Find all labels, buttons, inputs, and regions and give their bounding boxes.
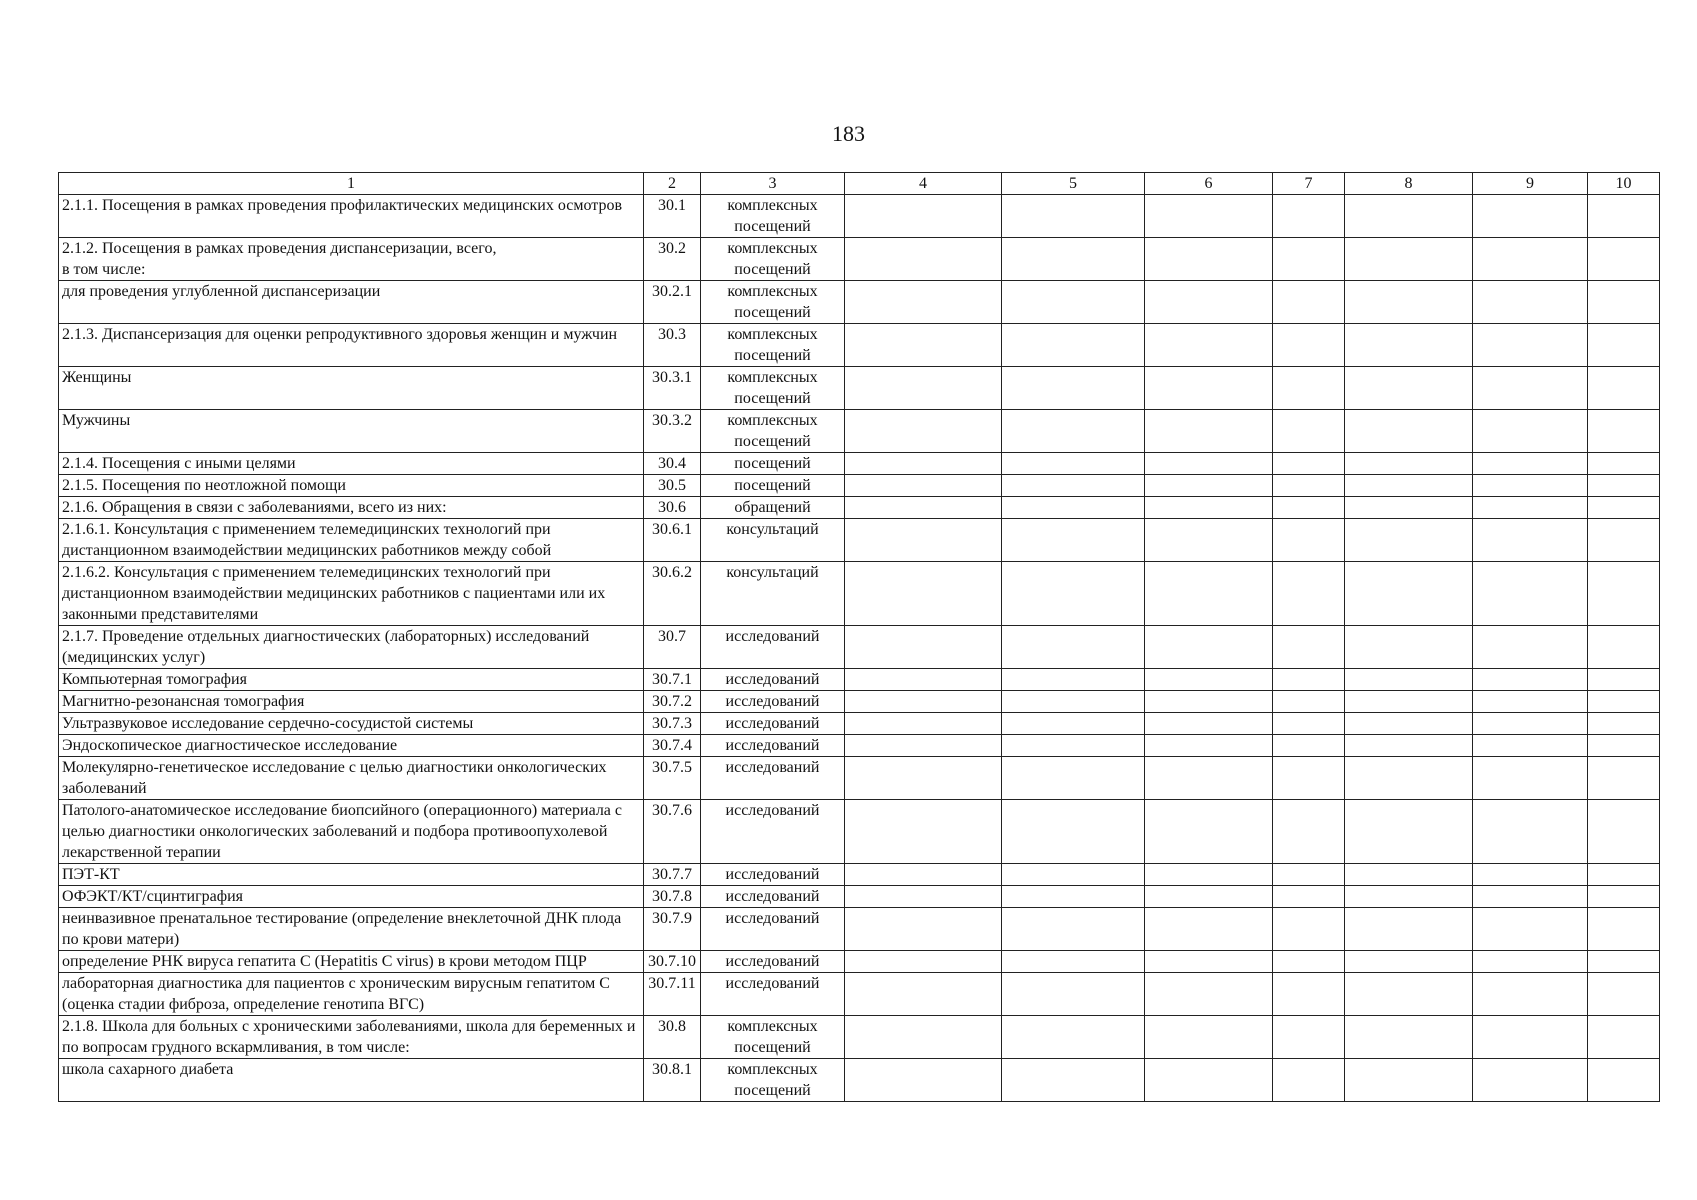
empty-cell [1145,669,1273,691]
empty-cell [1145,691,1273,713]
row-unit-cell: исследований [701,691,845,713]
table-row [59,757,1660,800]
empty-cell [1145,453,1273,475]
row-name-cell: ОФЭКТ/КТ/сцинтиграфия [59,886,644,908]
empty-cell [1588,669,1660,691]
row-code-cell: 30.2 [644,238,701,281]
row-unit-cell: консультаций [701,562,845,626]
empty-cell [1473,281,1588,324]
row-unit-cell: исследований [701,908,845,951]
empty-cell [1273,713,1345,735]
empty-cell [1473,735,1588,757]
row-name-cell: для проведения углубленной диспансеризации [59,281,644,324]
empty-cell [1273,324,1345,367]
empty-cell [845,713,1002,735]
row-name-cell: 2.1.6.1. Консультация с применением телемедицинских технологий при дистанционном взаимодействии медицинских работников между собой [59,519,644,562]
empty-cell [845,908,1002,951]
empty-cell [1473,497,1588,519]
row-name-cell: определение РНК вируса гепатита С (Hepatitis C virus) в крови методом ПЦР [59,951,644,973]
empty-cell [1273,691,1345,713]
empty-cell [1273,195,1345,238]
row-code-cell: 30.7.9 [644,908,701,951]
header-cell: 8 [1345,173,1473,195]
table-row [59,281,1660,324]
empty-cell [1345,1016,1473,1059]
empty-cell [1002,367,1145,410]
empty-cell [1273,864,1345,886]
empty-cell [1273,475,1345,497]
empty-cell [1145,951,1273,973]
empty-cell [1588,410,1660,453]
empty-cell [845,973,1002,1016]
empty-cell [845,1016,1002,1059]
row-code-cell: 30.2.1 [644,281,701,324]
empty-cell [1002,475,1145,497]
empty-cell [1273,886,1345,908]
empty-cell [1273,410,1345,453]
table-row [59,973,1660,1016]
row-unit-cell: исследований [701,669,845,691]
empty-cell [1473,973,1588,1016]
row-unit-cell: исследований [701,973,845,1016]
empty-cell [1145,864,1273,886]
row-unit-cell: комплексных посещений [701,281,845,324]
row-name-cell: Молекулярно-генетическое исследование с целью диагностики онкологических заболеваний [59,757,644,800]
empty-cell [1345,410,1473,453]
row-unit-cell: исследований [701,800,845,864]
table-row [59,367,1660,410]
empty-cell [1473,324,1588,367]
empty-cell [1473,886,1588,908]
header-cell: 1 [59,173,644,195]
table-row [59,453,1660,475]
empty-cell [1002,951,1145,973]
empty-cell [1345,281,1473,324]
empty-cell [1345,669,1473,691]
empty-cell [845,519,1002,562]
empty-cell [1145,519,1273,562]
header-cell: 5 [1002,173,1145,195]
empty-cell [1345,562,1473,626]
empty-cell [1145,1016,1273,1059]
empty-cell [1588,864,1660,886]
empty-cell [1002,1059,1145,1102]
empty-cell [1588,453,1660,475]
row-code-cell: 30.3.2 [644,410,701,453]
empty-cell [1145,735,1273,757]
empty-cell [845,497,1002,519]
header-cell: 6 [1145,173,1273,195]
empty-cell [1588,735,1660,757]
row-unit-cell: консультаций [701,519,845,562]
empty-cell [1273,453,1345,475]
data-table [58,172,1660,1102]
empty-cell [1345,886,1473,908]
empty-cell [1588,973,1660,1016]
empty-cell [1345,475,1473,497]
row-name-cell: 2.1.2. Посещения в рамках проведения диспансеризации, всего, в том числе: [59,238,644,281]
empty-cell [1273,1016,1345,1059]
empty-cell [1145,562,1273,626]
table-row [59,1016,1660,1059]
empty-cell [1473,800,1588,864]
row-unit-cell: исследований [701,886,845,908]
empty-cell [1002,713,1145,735]
empty-cell [845,410,1002,453]
empty-cell [1473,475,1588,497]
row-unit-cell: исследований [701,626,845,669]
row-code-cell: 30.3.1 [644,367,701,410]
empty-cell [1345,908,1473,951]
empty-cell [845,626,1002,669]
empty-cell [1473,562,1588,626]
empty-cell [1273,1059,1345,1102]
row-name-cell: 2.1.6.2. Консультация с применением телемедицинских технологий при дистанционном взаимодействии медицинских работников с пациентами или их законными представителями [59,562,644,626]
row-unit-cell: исследований [701,735,845,757]
empty-cell [845,800,1002,864]
empty-cell [1273,367,1345,410]
empty-cell [1345,453,1473,475]
row-unit-cell: комплексных посещений [701,410,845,453]
table-row [59,886,1660,908]
row-unit-cell: комплексных посещений [701,1059,845,1102]
row-name-cell: 2.1.1. Посещения в рамках проведения профилактических медицинских осмотров [59,195,644,238]
empty-cell [1002,864,1145,886]
empty-cell [1588,238,1660,281]
empty-cell [1473,1016,1588,1059]
table-row [59,562,1660,626]
empty-cell [1145,908,1273,951]
row-name-cell: ПЭТ-КТ [59,864,644,886]
empty-cell [1002,669,1145,691]
row-name-cell: Компьютерная томография [59,669,644,691]
row-name-cell: Женщины [59,367,644,410]
empty-cell [1002,453,1145,475]
empty-cell [1002,757,1145,800]
empty-cell [1002,886,1145,908]
empty-cell [1002,973,1145,1016]
empty-cell [1473,238,1588,281]
empty-cell [1473,626,1588,669]
table-row [59,691,1660,713]
row-unit-cell: исследований [701,713,845,735]
empty-cell [1345,757,1473,800]
empty-cell [1473,713,1588,735]
table-row [59,669,1660,691]
empty-cell [1002,562,1145,626]
empty-cell [1345,367,1473,410]
header-cell: 3 [701,173,845,195]
table-row [59,195,1660,238]
empty-cell [1588,800,1660,864]
row-name-cell: школа сахарного диабета [59,1059,644,1102]
empty-cell [1002,1016,1145,1059]
empty-cell [1002,324,1145,367]
row-code-cell: 30.7 [644,626,701,669]
row-code-cell: 30.7.7 [644,864,701,886]
row-name-cell: Патолого-анатомическое исследование биопсийного (операционного) материала с целью диагностики онкологических заболеваний и подбора противоопухолевой лекарственной терапии [59,800,644,864]
row-name-cell: Мужчины [59,410,644,453]
empty-cell [1145,367,1273,410]
empty-cell [845,281,1002,324]
empty-cell [845,195,1002,238]
row-unit-cell: посещений [701,475,845,497]
table-row [59,864,1660,886]
empty-cell [1145,324,1273,367]
empty-cell [1273,757,1345,800]
empty-cell [845,691,1002,713]
page-number: 183 [832,121,865,146]
empty-cell [845,669,1002,691]
row-code-cell: 30.7.2 [644,691,701,713]
row-code-cell: 30.7.8 [644,886,701,908]
row-name-cell: 2.1.7. Проведение отдельных диагностических (лабораторных) исследований (медицинских услуг) [59,626,644,669]
empty-cell [1002,519,1145,562]
empty-cell [845,475,1002,497]
empty-cell [1588,626,1660,669]
empty-cell [1145,800,1273,864]
empty-cell [1273,497,1345,519]
row-unit-cell: посещений [701,453,845,475]
empty-cell [1002,908,1145,951]
row-code-cell: 30.7.1 [644,669,701,691]
row-code-cell: 30.5 [644,475,701,497]
empty-cell [1345,800,1473,864]
empty-cell [1273,735,1345,757]
empty-cell [1473,410,1588,453]
row-name-cell: 2.1.6. Обращения в связи с заболеваниями, всего из них: [59,497,644,519]
table-row [59,951,1660,973]
row-unit-cell: исследований [701,951,845,973]
empty-cell [1345,1059,1473,1102]
empty-cell [1473,864,1588,886]
row-name-cell: Магнитно-резонансная томография [59,691,644,713]
empty-cell [1002,195,1145,238]
empty-cell [1588,951,1660,973]
empty-cell [1345,713,1473,735]
empty-cell [845,453,1002,475]
table-row [59,410,1660,453]
empty-cell [1145,1059,1273,1102]
empty-cell [1145,410,1273,453]
empty-cell [1273,519,1345,562]
empty-cell [1345,324,1473,367]
empty-cell [1345,195,1473,238]
empty-cell [1002,800,1145,864]
empty-cell [1473,757,1588,800]
empty-cell [1145,475,1273,497]
empty-cell [1588,713,1660,735]
empty-cell [845,562,1002,626]
empty-cell [1145,238,1273,281]
row-name-cell: Ультразвуковое исследование сердечно-сосудистой системы [59,713,644,735]
empty-cell [1473,951,1588,973]
empty-cell [1145,886,1273,908]
table-row [59,800,1660,864]
empty-cell [1002,691,1145,713]
header-cell: 7 [1273,173,1345,195]
empty-cell [1473,519,1588,562]
row-name-cell: 2.1.8. Школа для больных с хроническими заболеваниями, школа для беременных и по вопросам грудного вскармливания, в том числе: [59,1016,644,1059]
empty-cell [1345,626,1473,669]
empty-cell [1002,281,1145,324]
empty-cell [1588,519,1660,562]
empty-cell [1002,497,1145,519]
row-unit-cell: комплексных посещений [701,238,845,281]
empty-cell [1273,951,1345,973]
header-cell: 4 [845,173,1002,195]
empty-cell [845,1059,1002,1102]
row-name-cell: неинвазивное пренатальное тестирование (определение внеклеточной ДНК плода по крови матери) [59,908,644,951]
empty-cell [1273,626,1345,669]
row-unit-cell: обращений [701,497,845,519]
row-code-cell: 30.7.6 [644,800,701,864]
row-unit-cell: исследований [701,757,845,800]
row-name-cell: 2.1.4. Посещения с иными целями [59,453,644,475]
empty-cell [1473,453,1588,475]
empty-cell [1145,713,1273,735]
empty-cell [1145,973,1273,1016]
empty-cell [1002,238,1145,281]
empty-cell [1473,691,1588,713]
empty-cell [1473,908,1588,951]
empty-cell [845,238,1002,281]
empty-cell [1588,1016,1660,1059]
row-unit-cell: исследований [701,864,845,886]
empty-cell [1145,626,1273,669]
empty-cell [845,886,1002,908]
empty-cell [1002,735,1145,757]
header-cell: 10 [1588,173,1660,195]
empty-cell [845,757,1002,800]
empty-cell [845,864,1002,886]
empty-cell [1588,757,1660,800]
empty-cell [1345,691,1473,713]
table-row [59,238,1660,281]
empty-cell [1588,367,1660,410]
table-row [59,713,1660,735]
row-code-cell: 30.4 [644,453,701,475]
row-code-cell: 30.7.11 [644,973,701,1016]
empty-cell [1473,195,1588,238]
empty-cell [1273,800,1345,864]
row-code-cell: 30.6.1 [644,519,701,562]
row-code-cell: 30.7.3 [644,713,701,735]
empty-cell [1345,497,1473,519]
empty-cell [1345,238,1473,281]
row-name-cell: Эндоскопическое диагностическое исследование [59,735,644,757]
empty-cell [1345,864,1473,886]
row-name-cell: лабораторная диагностика для пациентов с хроническим вирусным гепатитом С (оценка стадии фиброза, определение генотипа ВГС) [59,973,644,1016]
row-name-cell: 2.1.3. Диспансеризация для оценки репродуктивного здоровья женщин и мужчин [59,324,644,367]
empty-cell [1345,951,1473,973]
empty-cell [1273,238,1345,281]
row-code-cell: 30.7.4 [644,735,701,757]
row-code-cell: 30.3 [644,324,701,367]
row-code-cell: 30.8.1 [644,1059,701,1102]
empty-cell [1345,735,1473,757]
empty-cell [1588,281,1660,324]
table-row [59,626,1660,669]
row-code-cell: 30.6.2 [644,562,701,626]
table-row [59,1059,1660,1102]
empty-cell [1345,519,1473,562]
row-unit-cell: комплексных посещений [701,324,845,367]
row-unit-cell: комплексных посещений [701,195,845,238]
row-code-cell: 30.8 [644,1016,701,1059]
empty-cell [1588,497,1660,519]
empty-cell [1345,973,1473,1016]
empty-cell [1588,324,1660,367]
empty-cell [1588,886,1660,908]
empty-cell [845,735,1002,757]
empty-cell [1588,691,1660,713]
empty-cell [1002,626,1145,669]
empty-cell [1273,669,1345,691]
header-row [59,173,1660,195]
empty-cell [1588,195,1660,238]
empty-cell [1473,1059,1588,1102]
table-row [59,735,1660,757]
row-unit-cell: комплексных посещений [701,367,845,410]
row-code-cell: 30.1 [644,195,701,238]
table-row [59,908,1660,951]
header-cell: 2 [644,173,701,195]
empty-cell [845,367,1002,410]
row-code-cell: 30.6 [644,497,701,519]
table-row [59,324,1660,367]
empty-cell [1145,195,1273,238]
empty-cell [1273,562,1345,626]
empty-cell [1588,562,1660,626]
table-row [59,475,1660,497]
empty-cell [1588,1059,1660,1102]
empty-cell [1145,497,1273,519]
empty-cell [1588,475,1660,497]
empty-cell [1273,281,1345,324]
table-row [59,519,1660,562]
empty-cell [1002,410,1145,453]
row-unit-cell: комплексных посещений [701,1016,845,1059]
empty-cell [1145,757,1273,800]
empty-cell [1588,908,1660,951]
row-code-cell: 30.7.10 [644,951,701,973]
empty-cell [1273,973,1345,1016]
header-cell: 9 [1473,173,1588,195]
empty-cell [1273,908,1345,951]
table-row [59,497,1660,519]
empty-cell [845,951,1002,973]
empty-cell [845,324,1002,367]
empty-cell [1473,367,1588,410]
empty-cell [1145,281,1273,324]
empty-cell [1473,669,1588,691]
row-code-cell: 30.7.5 [644,757,701,800]
row-name-cell: 2.1.5. Посещения по неотложной помощи [59,475,644,497]
